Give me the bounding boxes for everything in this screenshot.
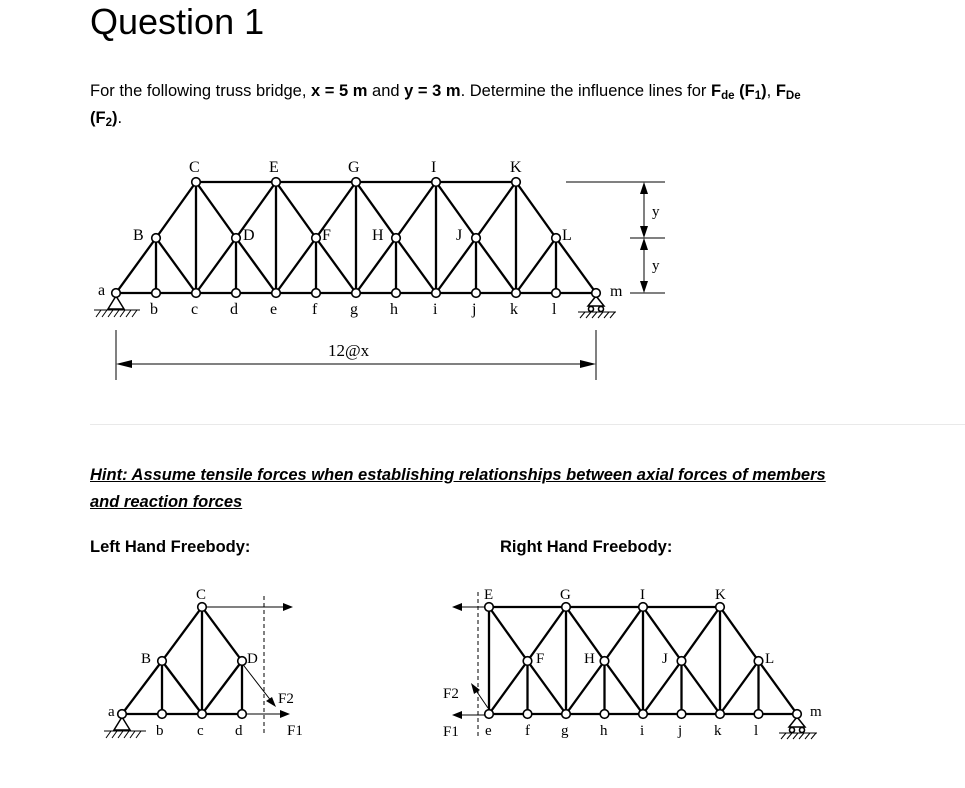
right-joint-G: [562, 603, 571, 612]
left-label-d: d: [235, 723, 243, 739]
problem-mid: . Determine the influence lines for: [460, 82, 711, 100]
right-joint-H: [600, 657, 609, 666]
right-label-j: j: [678, 723, 683, 739]
label-k: k: [510, 301, 518, 318]
label-C: C: [189, 159, 200, 176]
label-i: i: [433, 301, 438, 318]
right-joint-L: [754, 657, 763, 666]
right-diag-JK: [682, 607, 721, 661]
force-f2-label: $F_{De}$: [775, 82, 801, 102]
label-F: F: [322, 227, 331, 244]
label-E: E: [269, 159, 279, 176]
right-diag-HI: [605, 607, 644, 661]
label-b: b: [150, 301, 158, 318]
right-label-L: L: [765, 651, 775, 667]
label-j: j: [472, 301, 477, 318]
right-joint-m: [793, 710, 802, 719]
label-a: a: [98, 282, 106, 299]
right-label-J: J: [662, 651, 668, 667]
question-title: Question 1: [90, 1, 265, 42]
right-label-H: H: [584, 651, 595, 667]
right-force-F1: F1: [443, 724, 459, 740]
right-joint-f: [523, 710, 532, 719]
label-f: f: [312, 301, 318, 318]
label-I: I: [431, 159, 437, 176]
right-label-G: G: [560, 587, 571, 603]
right-freebody-title: Right Hand Freebody:: [500, 538, 673, 556]
label-L: L: [562, 227, 572, 244]
left-label-B: B: [141, 651, 152, 667]
label-K: K: [510, 159, 522, 176]
right-label-e: e: [485, 723, 492, 739]
right-joint-F: [523, 657, 532, 666]
right-joint-k: [716, 710, 725, 719]
right-roller-support: [779, 717, 817, 739]
label-d: d: [230, 301, 238, 318]
right-diag-KL: [720, 607, 759, 661]
right-joint-h: [600, 710, 609, 719]
problem-comma: ,: [766, 82, 776, 100]
right-joint-K: [716, 603, 725, 612]
right-joint-E: [485, 603, 494, 612]
left-label-C: C: [196, 587, 207, 603]
right-label-h: h: [600, 723, 608, 739]
hint-text: Hint: Assume tensile forces when establishing relationships between axial forces of members and reaction forces: [90, 466, 826, 511]
right-diag-EF: [489, 607, 528, 661]
label-m: m: [610, 283, 623, 300]
right-label-K: K: [715, 587, 726, 603]
right-force-F2: F2: [443, 686, 459, 702]
left-label-a: a: [108, 704, 115, 720]
x-value: x = 5 m: [311, 82, 368, 100]
label-l: l: [552, 301, 557, 318]
right-diag-Jk: [682, 661, 721, 714]
right-label-g: g: [561, 723, 569, 739]
label-c: c: [191, 301, 199, 318]
problem-intro: For the following truss bridge,: [90, 82, 312, 100]
right-joint-i: [639, 710, 648, 719]
label-H: H: [372, 227, 384, 244]
left-label-c: c: [197, 723, 204, 739]
left-freebody-title: Left Hand Freebody:: [90, 538, 251, 556]
right-diag-Fg: [528, 661, 567, 714]
problem-end: .: [117, 109, 123, 127]
right-diag-Lm: [759, 661, 798, 714]
right-joint-g: [562, 710, 571, 719]
right-diag-eF: [489, 661, 528, 714]
right-label-i: i: [640, 723, 645, 739]
span-label: 12@x: [328, 341, 370, 360]
right-label-F: F: [536, 651, 545, 667]
left-label-b: b: [156, 723, 164, 739]
label-e: e: [270, 301, 278, 318]
right-joint-e: [485, 710, 494, 719]
label-D: D: [243, 227, 255, 244]
label-h: h: [390, 301, 398, 318]
label-g: g: [350, 301, 358, 318]
right-label-m: m: [810, 704, 822, 720]
right-label-k: k: [714, 723, 722, 739]
right-joint-j: [677, 710, 686, 719]
right-freebody-labels: [443, 587, 822, 740]
force-f2-number: $(F_2)$: [90, 109, 118, 129]
left-force-F1: F1: [287, 723, 303, 739]
right-diag-gH: [566, 661, 605, 714]
right-label-f: f: [525, 723, 530, 739]
right-joint-I: [639, 603, 648, 612]
dimension-y-top: y: [652, 204, 660, 220]
right-label-l: l: [754, 723, 759, 739]
y-value: y = 3 m: [404, 82, 461, 100]
right-joint-J: [677, 657, 686, 666]
right-diag-FG: [528, 607, 567, 661]
label-G: G: [348, 159, 360, 176]
right-diag-Hi: [605, 661, 644, 714]
dimension-y-bottom: y: [652, 258, 660, 274]
right-diag-iJ: [643, 661, 682, 714]
force-f1-label: $F_{de}$ $(F_1)$: [710, 82, 767, 102]
right-label-I: I: [640, 587, 645, 603]
left-label-D: D: [247, 651, 258, 667]
right-diag-kL: [720, 661, 759, 714]
label-B: B: [133, 227, 144, 244]
left-force-F2: F2: [278, 691, 294, 707]
problem-and: and: [367, 82, 405, 100]
right-joint-l: [754, 710, 763, 719]
label-J: J: [456, 227, 463, 244]
right-label-E: E: [484, 587, 494, 603]
